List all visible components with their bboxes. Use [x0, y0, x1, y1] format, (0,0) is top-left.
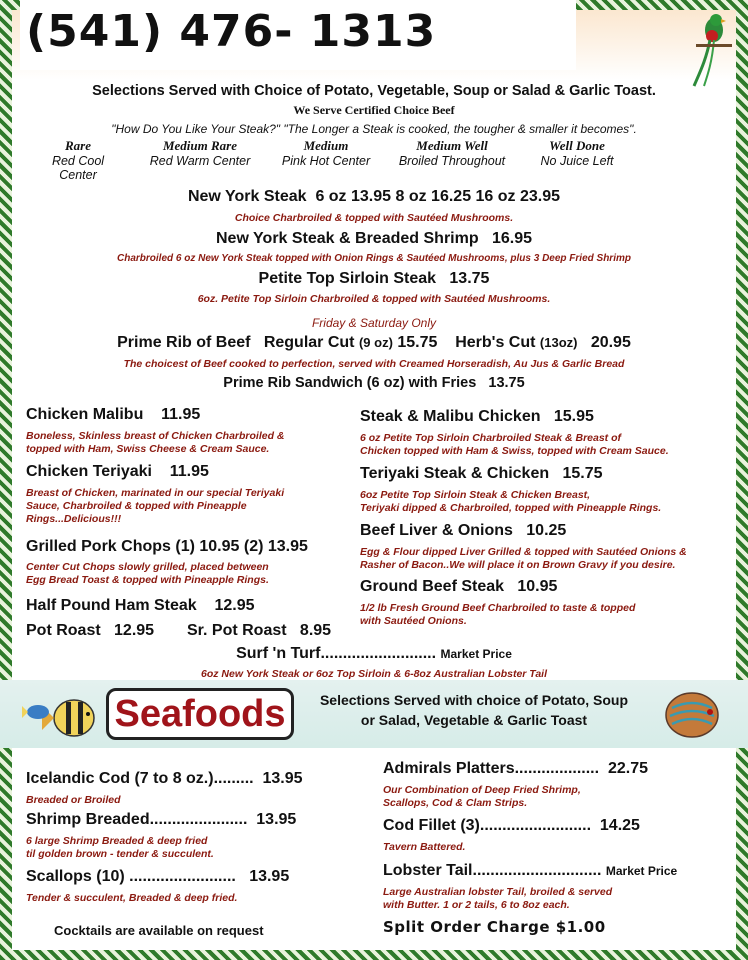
ny-steak-title: New York Steak	[187, 188, 307, 205]
shrimp-breaded-desc: 6 large Shrimp Breaded & deep fried til golden brown - tender & succulent.	[26, 835, 214, 860]
steak-quote: "How Do You Like Your Steak?" "The Longer a Steak is cooked, the tougher & smaller it becomes".	[111, 122, 637, 136]
doneness-guide	[32, 138, 632, 182]
lobster-tail-desc: Large Australian lobster Tail, broiled & served with Butter. 1 or 2 tails, 6 to 8oz each.	[383, 886, 613, 911]
cod-fillet-item: Cod Fillet (3)......................... 14.25	[383, 817, 640, 834]
pork-chops-desc: Center Cut Chops slowly grilled, placed between Egg Bread Toast & topped with Pineapple Rings.	[26, 561, 269, 586]
prime-rib-herb-oz: (13oz)	[539, 335, 578, 350]
lobster-tail-item: Lobster Tail............................. Market Price	[383, 862, 678, 879]
ground-beef-desc: 1/2 lb Fresh Ground Beef Charbroiled to taste & topped with Sautéed Onions.	[360, 602, 636, 627]
doneness-medium: Medium Pink Hot Center	[281, 138, 371, 168]
top-sirloin-title: Petite Top Sirloin Steak	[258, 270, 437, 287]
prime-rib-regular: Regular Cut	[263, 334, 355, 351]
ny-shrimp-title: New York Steak & Breaded Shrimp	[216, 230, 479, 247]
scallops-desc: Tender & succulent, Breaded & deep fried.	[26, 892, 238, 904]
prime-rib-line	[0, 334, 748, 352]
quetzal-bird-icon	[690, 10, 734, 88]
tropical-fish-icon	[22, 692, 96, 740]
certified-beef-note: We Serve Certified Choice Beef	[293, 103, 455, 117]
surf-turf-line	[0, 645, 748, 663]
teriyaki-steak-desc: 6oz Petite Top Sirloin Steak & Chicken Breast, Teriyaki dipped & Charbroiled, topped with Pineapple Rings.	[360, 489, 662, 514]
scallops-item: Scallops (10) ........................ 13.95	[26, 868, 290, 885]
discus-fish-icon	[662, 690, 724, 740]
doneness-medium-well: Medium Well Broiled Throughout	[398, 138, 506, 168]
doneness-medium-rare: Medium Rare Red Warm Center	[149, 138, 251, 168]
prime-rib-herb-price: 20.95	[590, 334, 631, 351]
ny-shrimp-price: 16.95	[491, 230, 532, 247]
selections-note: Selections Served with Choice of Potato, Vegetable, Soup or Salad & Garlic Toast.	[92, 83, 656, 99]
beef-liver-item: Beef Liver & Onions 10.25	[360, 522, 567, 539]
surf-turf-desc: 6oz New York Steak or 6oz Top Sirloin & 6-8oz Australian Lobster Tail	[201, 668, 547, 680]
doneness-well-done: Well Done No Juice Left	[540, 138, 614, 168]
surf-turf-title: Surf 'n Turf..........................	[236, 645, 437, 662]
sr-pot-roast-item: Sr. Pot Roast 8.95	[187, 622, 332, 639]
steak-malibu-desc: 6 oz Petite Top Sirloin Charbroiled Steak & Breast of Chicken topped with Ham & Swiss, topped with Cream Sauce.	[360, 432, 669, 457]
cod-fillet-desc: Tavern Battered.	[383, 841, 466, 853]
phone-number[interactable]: (541) 476- 1313	[20, 0, 576, 70]
ground-beef-item: Ground Beef Steak 10.95	[360, 578, 558, 595]
prime-rib-regular-price: 15.75	[397, 334, 438, 351]
top-sirloin-line	[0, 270, 748, 288]
top-sirloin-desc: 6oz. Petite Top Sirloin Charbroiled & topped with Sautéed Mushrooms.	[197, 293, 551, 305]
ny-shrimp-line	[0, 230, 748, 248]
seafood-selections-note: Selections Served with choice of Potato, Soup or Salad, Vegetable & Garlic Toast	[319, 692, 629, 728]
friday-saturday-note: Friday & Saturday Only	[311, 316, 437, 330]
seafoods-heading: Seafoods	[106, 688, 294, 740]
chicken-malibu-desc: Boneless, Skinless breast of Chicken Charbroiled & topped with Ham, Swiss Cheese & Cream Sauce.	[26, 430, 285, 455]
surf-turf-price: Market Price	[440, 647, 512, 661]
chicken-teriyaki-desc: Breast of Chicken, marinated in our special Teriyaki Sauce, Charbroiled & topped with Pineapple Rings...Delicious!!!	[26, 487, 285, 525]
prime-rib-desc: The choicest of Beef cooked to perfection, served with Creamed Horseradish, Au Jus & Garlic Bread	[123, 358, 625, 370]
prime-rib-herb: Herb's Cut	[455, 334, 536, 351]
prime-rib-sandwich: Prime Rib Sandwich (6 oz) with Fries 13.75	[223, 375, 525, 391]
pork-chops-item: Grilled Pork Chops (1) 10.95 (2) 13.95	[26, 538, 308, 555]
prime-rib-regular-oz: (9 oz)	[358, 335, 393, 350]
teriyaki-steak-item: Teriyaki Steak & Chicken 15.75	[360, 465, 603, 482]
admirals-platter-item: Admirals Platters................... 22.75	[383, 760, 649, 777]
icelandic-cod-item: Icelandic Cod (7 to 8 oz.)......... 13.95	[26, 770, 303, 787]
prime-rib-title: Prime Rib of Beef	[117, 334, 251, 351]
ny-steak-desc: Choice Charbroiled & topped with Sautéed Mushrooms.	[234, 212, 514, 224]
chicken-malibu-item: Chicken Malibu 11.95	[26, 406, 201, 423]
top-sirloin-price: 13.75	[449, 270, 490, 287]
icelandic-cod-desc: Breaded or Broiled	[26, 794, 121, 806]
ny-shrimp-desc: Charbroiled 6 oz New York Steak topped with Onion Rings & Sautéed Mushrooms, plus 3 Deep Fried Shrimp	[117, 253, 631, 264]
pot-roast-item: Pot Roast 12.95	[26, 622, 155, 639]
shrimp-breaded-item: Shrimp Breaded...................... 13.95	[26, 811, 297, 828]
ny-steak-line	[0, 188, 748, 206]
steak-malibu-item: Steak & Malibu Chicken 15.95	[360, 408, 594, 425]
admirals-platter-desc: Our Combination of Deep Fried Shrimp, Scallops, Cod & Clam Strips.	[383, 784, 581, 809]
ham-steak-item: Half Pound Ham Steak 12.95	[26, 597, 255, 614]
cocktails-note: Cocktails are available on request	[54, 923, 264, 938]
ny-steak-prices: 6 oz 13.95 8 oz 16.25 16 oz 23.95	[315, 188, 561, 205]
split-order-charge: Split Order Charge $1.00	[383, 918, 606, 936]
doneness-rare: Rare Red Cool Center	[51, 138, 105, 182]
beef-liver-desc: Egg & Flour dipped Liver Grilled & topped with Sautéed Onions & Rasher of Bacon..We will place it on Brown Gravy if you desire.	[360, 546, 687, 571]
chicken-teriyaki-item: Chicken Teriyaki 11.95	[26, 463, 209, 480]
